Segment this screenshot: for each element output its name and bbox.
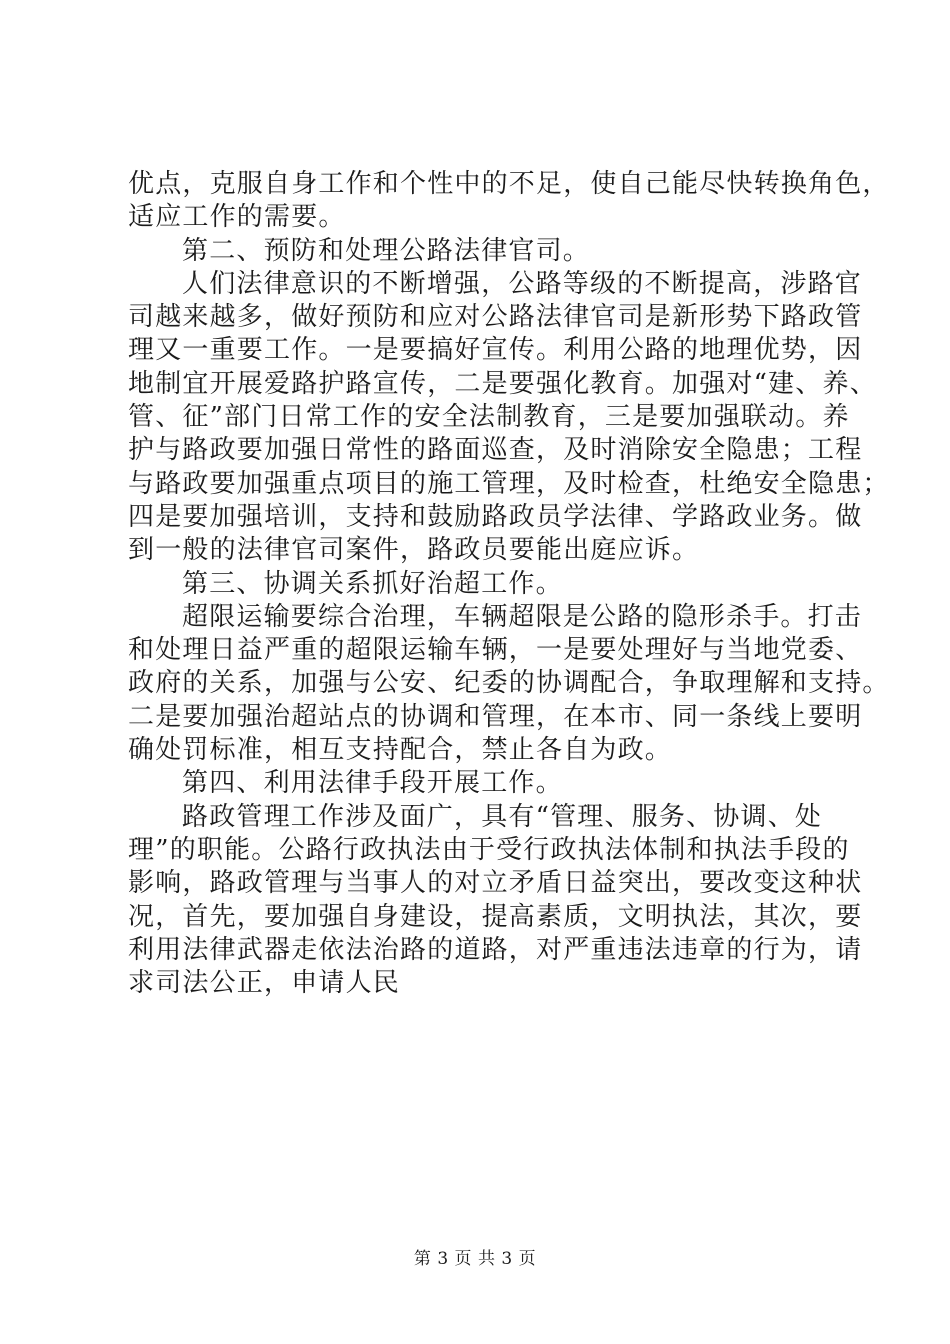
section-heading: 第二、预防和处理公路法律官司。	[182, 235, 591, 266]
text-line: 确处罚标准，相互支持配合，禁止各自为政。	[128, 735, 673, 766]
text-line: 到一般的法律官司案件，路政员要能出庭应诉。	[128, 535, 700, 566]
text-line: 理又一重要工作。一是要搞好宣传。利用公路的地理优势，因	[128, 335, 863, 366]
text-line: 影响，路政管理与当事人的对立矛盾日益突出，要改变这种状	[128, 868, 863, 899]
text-line: 和处理日益严重的超限运输车辆，一是要处理好与当地党委、	[128, 635, 863, 666]
text-line: 适应工作的需要。	[128, 202, 346, 233]
text-line: 路政管理工作涉及面广，具有“管理、服务、协调、处	[182, 801, 823, 832]
body-text	[128, 168, 890, 1000]
text-line: 况，首先，要加强自身建设，提高素质，文明执法，其次，要	[128, 901, 863, 932]
text-line: 超限运输要综合治理，车辆超限是公路的隐形杀手。打击	[182, 601, 863, 632]
section-heading: 第三、协调关系抓好治超工作。	[182, 568, 563, 599]
page-number-label: 第 3 页 共 3 页	[413, 1249, 537, 1269]
section-heading: 第四、利用法律手段开展工作。	[182, 768, 563, 799]
text-line: 地制宜开展爱路护路宣传，二是要强化教育。加强对“建、养、	[128, 368, 877, 399]
text-line: 政府的关系，加强与公安、纪委的协调配合，争取理解和支持。	[128, 668, 890, 699]
text-line: 利用法律武器走依法治路的道路，对严重违法违章的行为，请	[128, 934, 863, 965]
text-line: 人们法律意识的不断增强，公路等级的不断提高，涉路官	[182, 268, 863, 299]
text-line: 司越来越多，做好预防和应对公路法律官司是新形势下路政管	[128, 302, 863, 333]
text-line: 管、征”部门日常工作的安全法制教育，三是要加强联动。养	[128, 402, 850, 433]
page-footer	[0, 1244, 950, 1269]
text-line: 二是要加强治超站点的协调和管理，在本市、同一条线上要明	[128, 701, 863, 732]
text-line: 理”的职能。公路行政执法由于受行政执法体制和执法手段的	[128, 834, 850, 865]
text-line: 与路政要加强重点项目的施工管理，及时检查，杜绝安全隐患；	[128, 468, 890, 499]
text-line: 求司法公正，申请人民	[128, 968, 401, 999]
text-line: 优点，克服自身工作和个性中的不足，使自己能尽快转换角色，	[128, 169, 890, 199]
text-line: 四是要加强培训，支持和鼓励路政员学法律、学路政业务。做	[128, 501, 863, 532]
text-line: 护与路政要加强日常性的路面巡查，及时消除安全隐患；工程	[128, 435, 863, 466]
